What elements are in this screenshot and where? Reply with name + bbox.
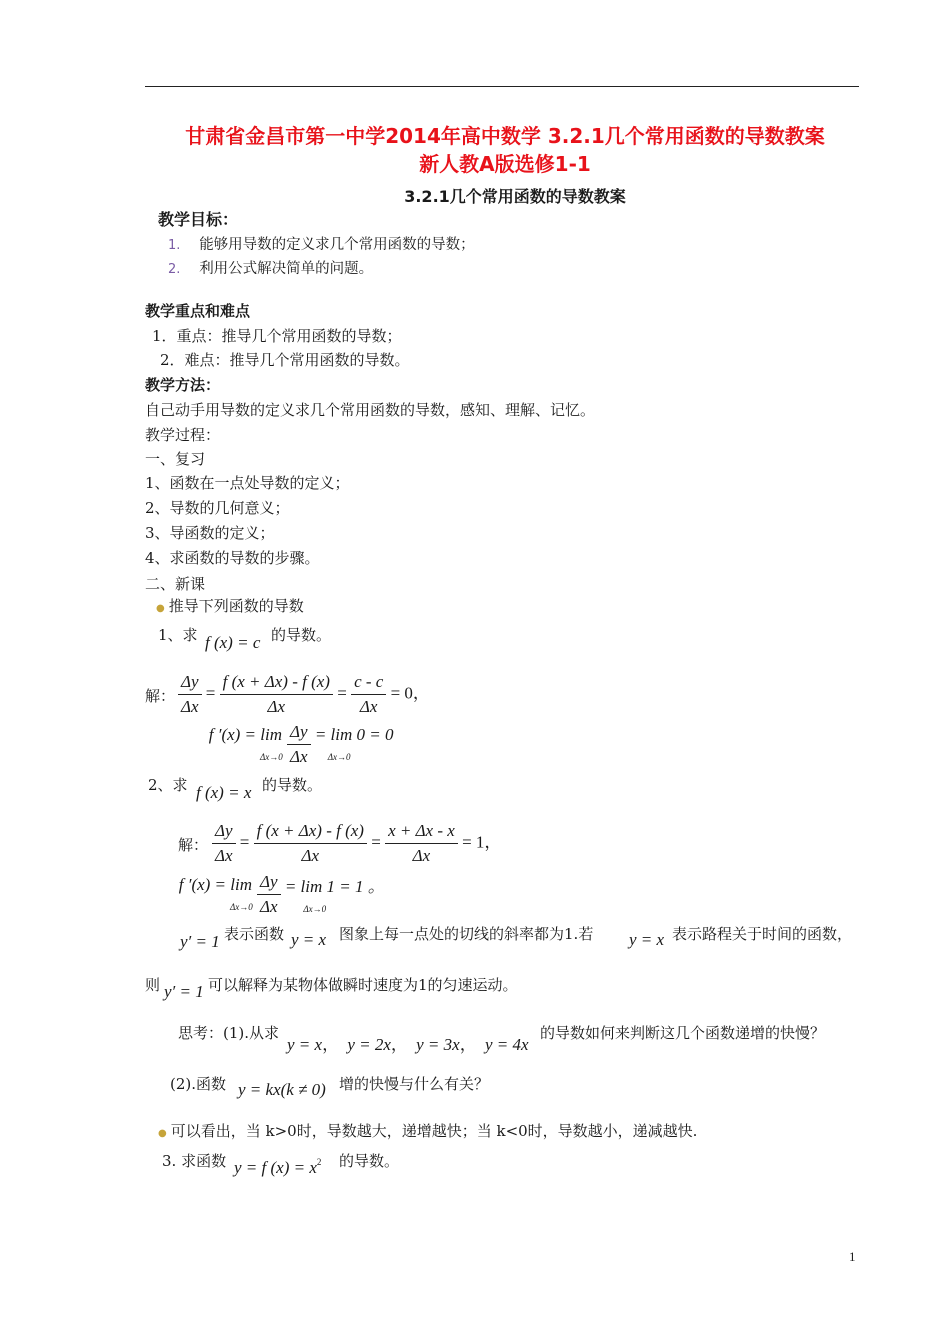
objectives-heading: 教学目标：	[158, 210, 239, 229]
method-text: 自己动手用导数的定义求几个常用函数的导数，感知、理解、记忆。	[145, 401, 596, 419]
bullet-dot: ●	[158, 1128, 167, 1139]
think-question2-tail: 增的快慢与什么有关？	[339, 1075, 490, 1093]
lesson-subtitle: 3.2.1几个常用函数的导数教案	[404, 187, 626, 206]
example3-function: y = f $(x) = x^2$	[234, 1157, 322, 1177]
example1-suffix: 的导数。	[271, 626, 332, 644]
fraction-difference-quotient: $\frac{f (x + \Delta x) - f (x)}{\Delta x}$	[220, 672, 333, 717]
document-title-line1: 甘肃省金昌市第一中学2014年高中数学 3.2.1几个常用函数的导数教案	[185, 124, 825, 148]
derivative-y-equals-1: y′ = 1	[164, 982, 204, 1001]
example2-solution-label: 解：	[178, 836, 209, 854]
example2-prefix: 2、求	[148, 776, 188, 794]
function-y-equals-x: y = x	[291, 930, 327, 949]
example1-equation1: $\frac{\Delta y}{\Delta x}$ = $\frac{f (x + \Delta x) - f (x)}{\Delta x}$ = $\frac{c - c}{\Delta x}$ = 0，	[178, 672, 430, 717]
process-heading: 教学过程：	[145, 426, 221, 444]
fraction-delta: $\frac{\Delta y}{\Delta x}$	[178, 672, 202, 717]
think-question1-tail: 的导数如何来判断这几个函数递增的快慢？	[540, 1024, 826, 1042]
objective-text: 利用公式解决简单的问题。	[199, 261, 374, 277]
focus-heading: 教学重点和难点	[145, 302, 251, 320]
review-item: 4、求函数的导数的步骤。	[145, 549, 320, 567]
review-item: 3、导函数的定义；	[145, 524, 275, 542]
interp-text3: 表示路程关于时间的函数，	[672, 925, 853, 943]
think-conclusion	[158, 1120, 697, 1141]
fraction-result: $\frac{c - c}{\Delta x}$	[351, 672, 386, 717]
example2-suffix: 的导数。	[262, 776, 323, 794]
example1-prefix: 1、求	[158, 626, 198, 644]
header-rule	[145, 86, 859, 87]
fraction-result: $\frac{x + \Delta x - x}{\Delta x}$	[385, 821, 458, 866]
review-item: 1、函数在一点处导数的定义；	[145, 474, 350, 492]
interp-text1: 表示函数	[224, 925, 285, 943]
objective-text: 能够用导数的定义求几个常用函数的导数；	[199, 237, 475, 253]
bullet-dot: ●	[156, 603, 165, 614]
document-title-line2: 新人教A版选修1-1	[419, 152, 591, 176]
example1-solution-label: 解：	[145, 687, 176, 705]
interp-text4: 可以解释为某物体做瞬时速度为1的匀速运动。	[208, 976, 518, 994]
example1-function: f (x) = c	[205, 633, 261, 652]
focus-item-difficulty: 2．难点：推导几个常用函数的导数。	[160, 351, 410, 369]
example2-equation1: $\frac{\Delta y}{\Delta x}$ = $\frac{f (x + \Delta x) - f (x)}{\Delta x}$ = $\frac{x + \Delta x - x}{\Delta x}$ = 1，	[212, 821, 501, 866]
objective-item	[168, 233, 475, 254]
new-lesson-intro-text: 推导下列函数的导数	[168, 597, 304, 615]
fraction-delta: $\frac{\Delta y}{\Delta x}$	[287, 722, 311, 767]
example2-equation2: f ′(x) = lim Δx→0 $\frac{\Delta y}{\Delta x}$ = lim 1 = 1 。 Δx→0	[178, 872, 385, 916]
think-functions: y = x， y = 2x， y = 3x， y = 4x	[287, 1035, 529, 1054]
fraction-delta: $\frac{\Delta y}{\Delta x}$	[212, 821, 236, 866]
interp-text2: 图象上每一点处的切线的斜率都为1.若	[339, 925, 594, 943]
think-question2-prefix: (2).函数	[170, 1075, 227, 1093]
think-label: 思考：(1).从求	[178, 1024, 280, 1042]
page-number: 1	[849, 1249, 856, 1264]
derivative-y-equals-1: y′ = 1	[180, 932, 220, 951]
example3-suffix: 的导数。	[339, 1152, 400, 1170]
example2-function: f (x) = x	[196, 783, 252, 802]
think-question2-function: y = kx(k ≠ 0)	[238, 1080, 326, 1099]
function-y-equals-x: y = x	[629, 930, 665, 949]
fraction-difference-quotient: $\frac{f (x + \Delta x) - f (x)}{\Delta x}$	[254, 821, 367, 866]
focus-item-key: 1．重点：推导几个常用函数的导数；	[152, 327, 402, 345]
example1-equation2: f ′(x) = lim Δx→0 $\frac{\Delta y}{\Delta x}$ = lim 0 = 0 Δx→0	[208, 722, 394, 766]
review-heading: 一、复习	[145, 450, 206, 468]
objective-number: 2.	[168, 262, 181, 277]
objective-number: 1.	[168, 238, 181, 253]
new-lesson-heading: 二、新课	[145, 575, 206, 593]
method-heading: 教学方法：	[145, 376, 221, 394]
interp-then: 则	[145, 976, 161, 994]
example3-prefix: 3. 求函数	[162, 1152, 227, 1170]
objective-item	[168, 257, 373, 278]
review-item: 2、导数的几何意义；	[145, 499, 290, 517]
think-conclusion-text: 可以看出，当 k>0时，导数越大，递增越快；当 k<0时，导数越小，递减越快.	[170, 1122, 698, 1140]
fraction-delta: $\frac{\Delta y}{\Delta x}$	[257, 872, 281, 917]
new-lesson-intro	[156, 595, 304, 616]
